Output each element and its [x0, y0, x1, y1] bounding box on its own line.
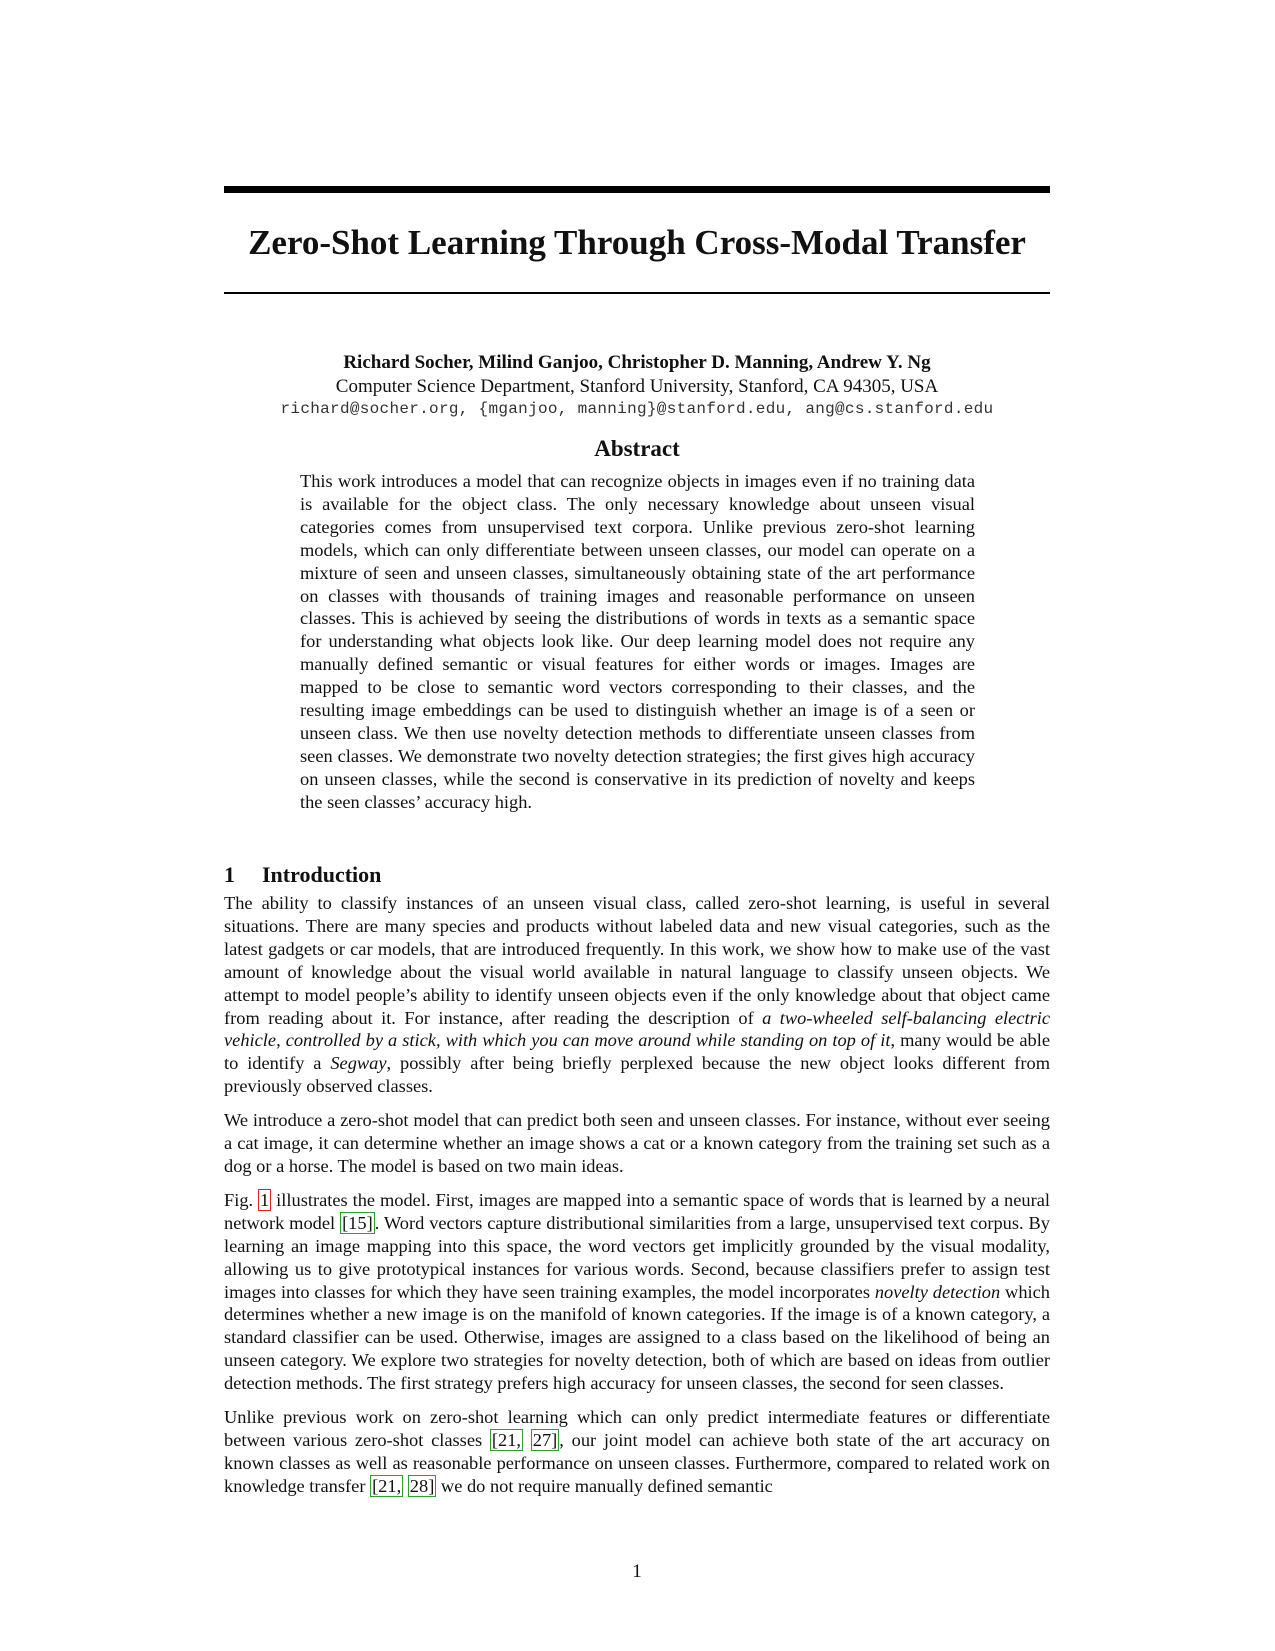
emphasized-text: Segway: [330, 1053, 387, 1074]
author-block: [224, 351, 1050, 420]
emphasized-text: novelty detection: [874, 1281, 1001, 1302]
citation-link[interactable]: 28]: [409, 1475, 435, 1496]
text-run: Fig.: [224, 1189, 259, 1210]
abstract-text: This work introduces a model that can recognize objects in images even if no training data is available for the object class. The only necessary knowledge about unseen visual categories comes from unsupervised text corpora. Unlike previous zero-shot learning models, which can only differentiate between unseen classes, our model can operate on a mixture of seen and unseen classes, simultaneously obtaining state of the art performance on classes with thousands of training images and reasonable performance on unseen classes. This is achieved by seeing the distributions of words in texts as a semantic space for understanding what objects look like. Our deep learning model does not require any manually defined semantic or visual features for either words or images. Images are mapped to be close to semantic word vectors corresponding to their classes, and the resulting image embeddings can be used to distinguish whether an image is of a seen or unseen class. We then use novelty detection methods to differentiate unseen classes from seen classes. We demonstrate two novelty detection strategies; the first gives high accuracy on unseen classes, while the second is conservative in its prediction of novelty and keeps the seen classes’ accuracy high.: [300, 471, 975, 812]
citation-link[interactable]: [15]: [342, 1212, 373, 1233]
text-run: The ability to classify instances of an unseen visual class, called zero-shot learning, is useful in several situations. There are many species and products without labeled data and new visual categories, such as the latest gadgets or car models, that are introduced frequently. In this work, we show how to make use of the vast amount of knowledge about the visual world available in natural language to classify unseen objects. We attempt to model people’s ability to identify unseen objects even if the only knowledge about that object came from reading about it. For instance, after reading the description of: [224, 893, 1050, 1028]
text-run: . Word vectors capture distributional similarities from a large, unsupervised text corpus. By learning an image mapping into this space, the word vectors get implicitly grounded by the visual modality, allowing us to give prototypical instances for various words. Second, because classifiers prefer to assign test images into classes for which they have seen training examples, the model incorporates: [224, 1212, 1050, 1302]
figure-reference-link[interactable]: 1: [260, 1189, 270, 1210]
section-title: Introduction: [262, 862, 382, 887]
citation-link[interactable]: [21,: [372, 1475, 402, 1496]
section-number: 1: [224, 862, 235, 887]
citation-link[interactable]: 27]: [532, 1429, 558, 1450]
text-run: which determines whether a new image is on the manifold of known categories. If the image is of a known category, a standard classifier can be used. Otherwise, images are assigned to a class based on the likelihood of being an unseen category. We explore two strategies for novelty detection, both of which are based on ideas from outlier detection methods. The first strategy prefers high accuracy for unseen classes, the second for seen classes.: [224, 1281, 1050, 1394]
title-top-rule: [224, 186, 1050, 193]
text-run: , our joint model can achieve both state of the art accuracy on known classes as well as reasonable performance on unseen classes. Furthermore, compared to related work on knowledge transfer: [224, 1429, 1050, 1496]
author-emails: richard@socher.org, {mganjoo, manning}@stanford.edu, ang@cs.stanford.edu: [280, 400, 994, 418]
affiliation: Computer Science Department, Stanford University, Stanford, CA 94305, USA: [335, 376, 939, 397]
introduction-body: [224, 892, 1050, 1509]
title-bottom-rule: [224, 292, 1050, 294]
section-heading-introduction: [224, 861, 381, 889]
abstract-heading: Abstract: [594, 436, 680, 461]
text-run: we do not require manually defined semantic: [436, 1475, 773, 1496]
paragraph: [224, 1189, 1050, 1395]
text-run: , many would be able to identify a: [224, 1030, 1050, 1074]
citation-link[interactable]: [21,: [491, 1429, 522, 1450]
paper-title: Zero-Shot Learning Through Cross-Modal Transfer: [248, 223, 1026, 262]
text-run: Unlike previous work on zero-shot learning which can only predict intermediate features or differentiate between various zero-shot classes: [224, 1407, 1050, 1450]
paragraph: We introduce a zero-shot model that can predict both seen and unseen classes. For instance, without ever seeing a cat image, it can determine whether an image shows a cat or a known category from the training set such as a dog or a horse. The model is based on two main ideas.: [224, 1110, 1050, 1176]
paragraph: [224, 1406, 1050, 1498]
author-names: Richard Socher, Milind Ganjoo, Christopher D. Manning, Andrew Y. Ng: [343, 352, 931, 373]
emphasized-text: a two-wheeled self-balancing electric vehicle, controlled by a stick, with which you can move around while standing on top of it: [224, 1007, 1050, 1051]
paragraph: [224, 892, 1050, 1098]
text-run: , possibly after being briefly perplexed because the new object looks different from previously observed classes.: [224, 1053, 1050, 1097]
page-number: 1: [632, 1561, 642, 1582]
text-run: illustrates the model. First, images are mapped into a semantic space of words that is learned by a neural network model: [224, 1189, 1050, 1233]
